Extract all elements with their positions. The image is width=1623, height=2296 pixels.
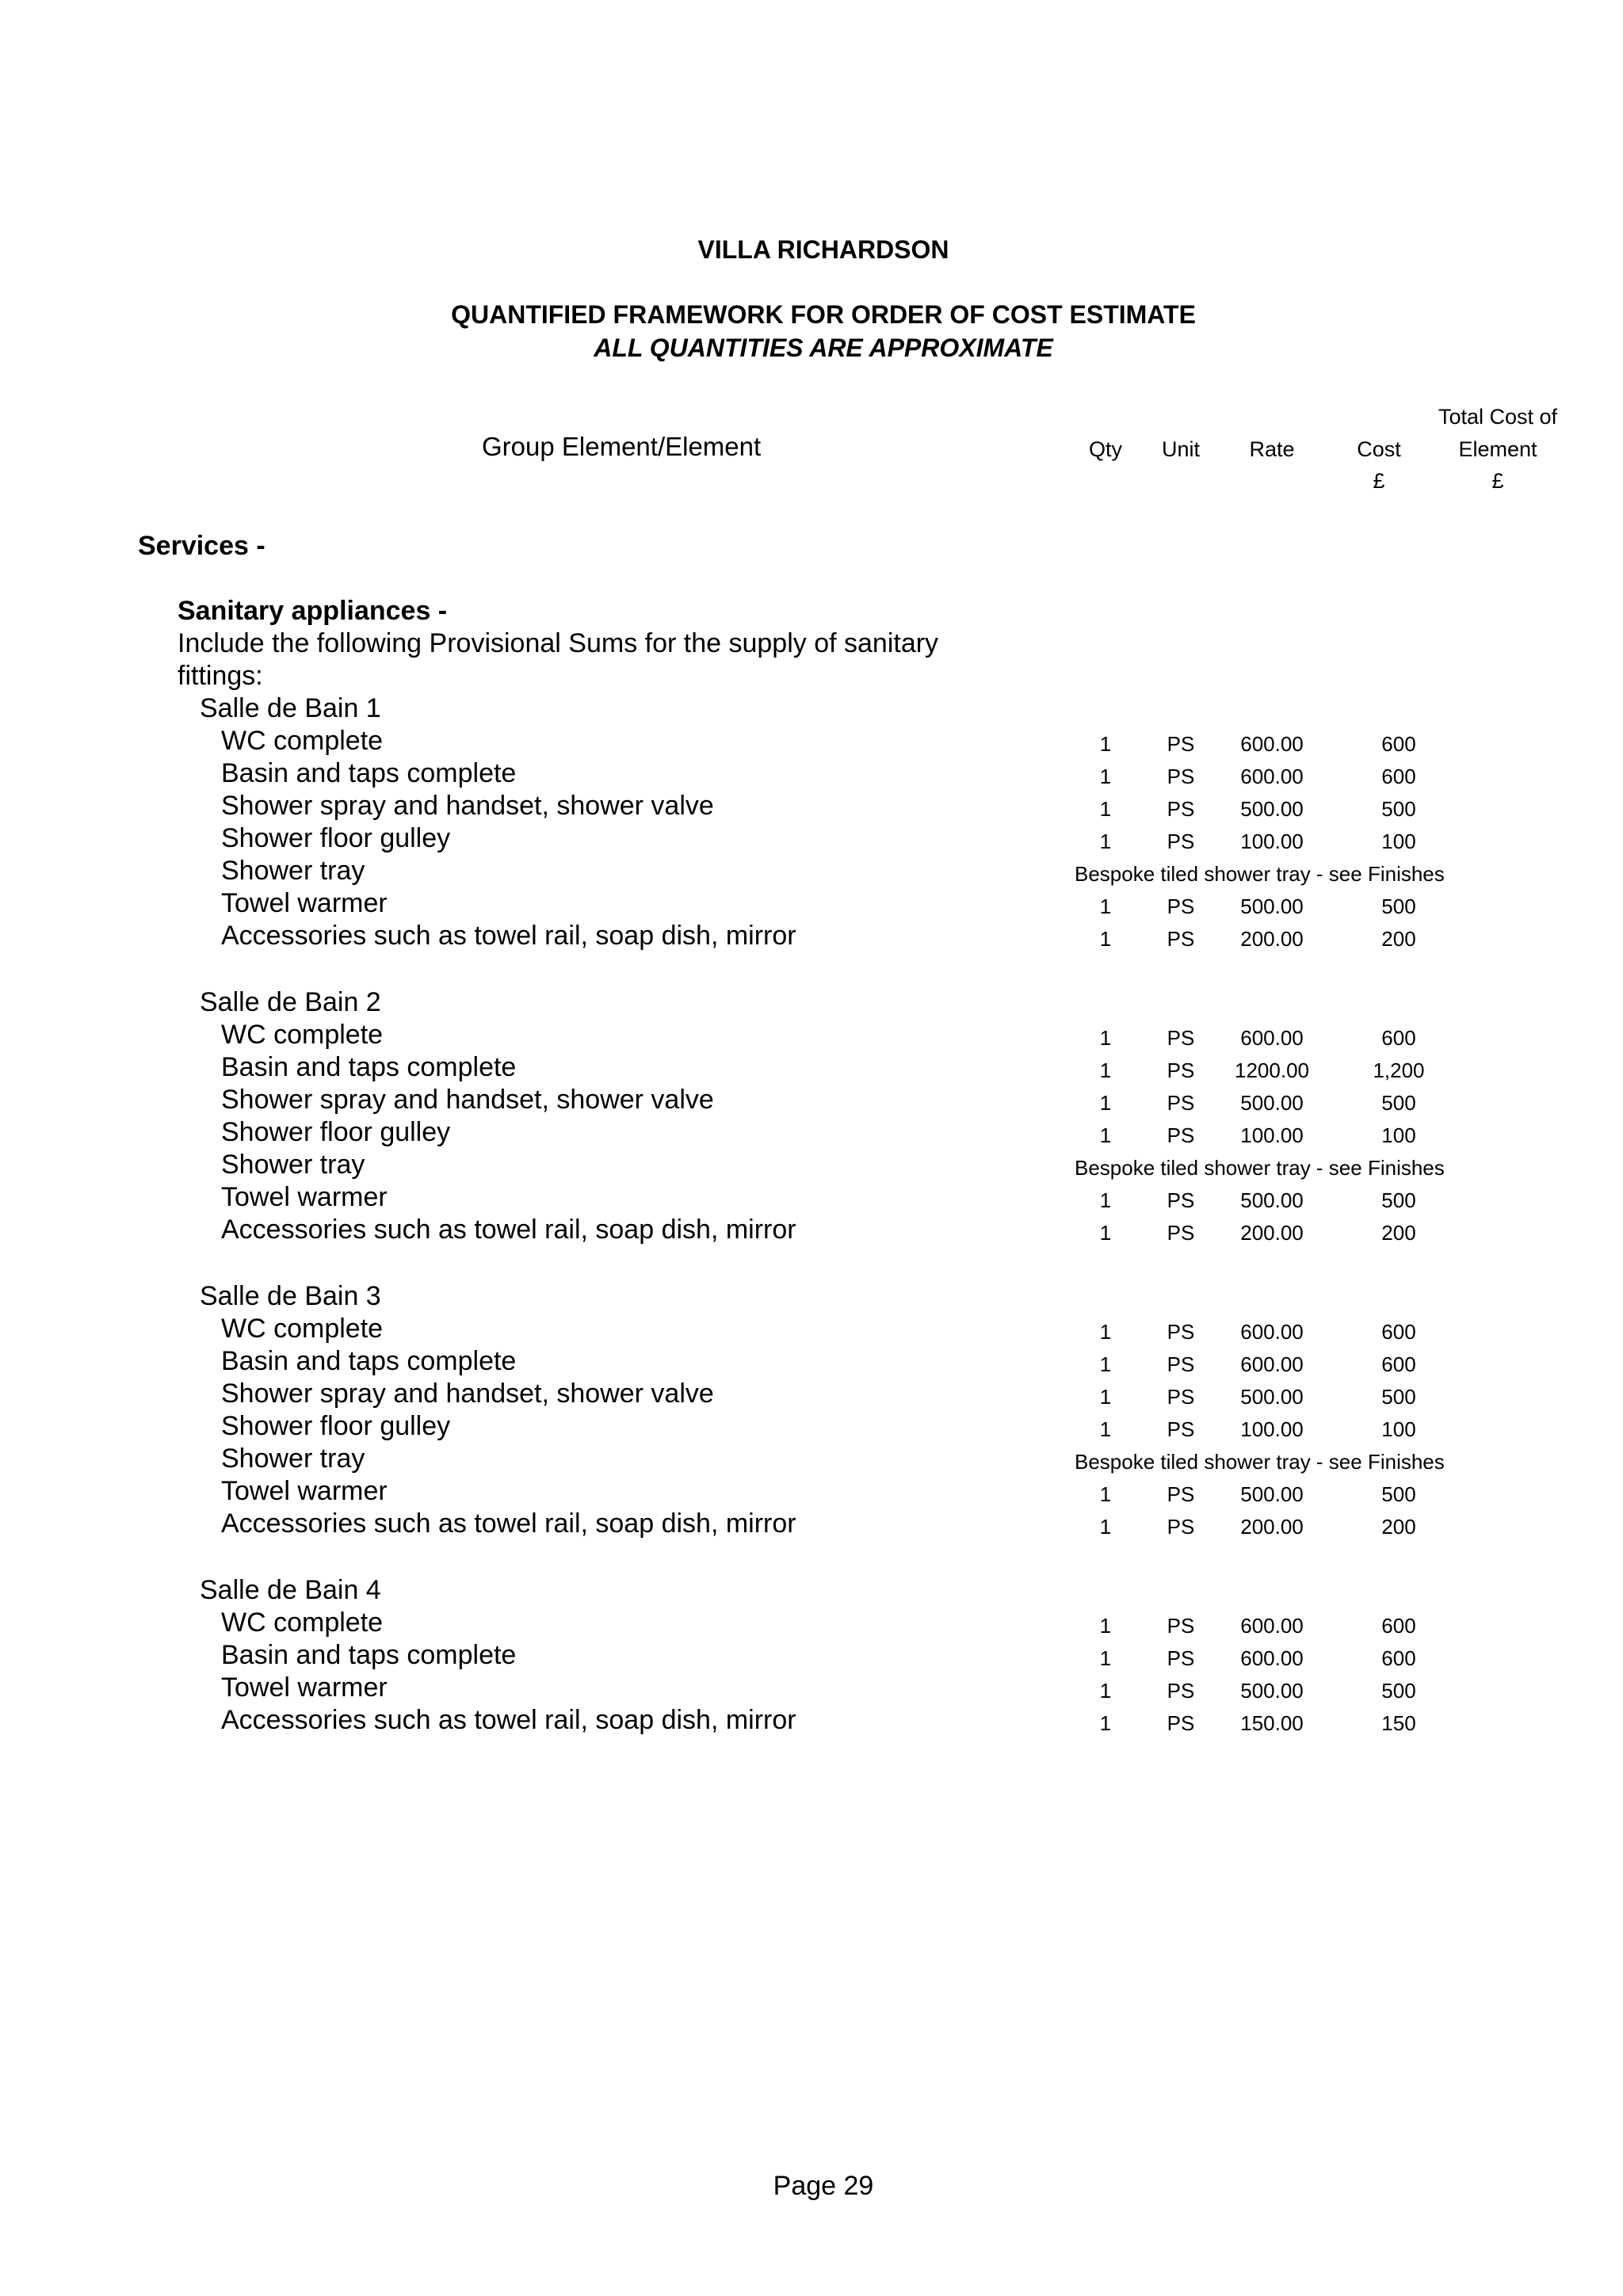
item-description: Towel warmer [221,1672,388,1703]
column-header-total-line2: Element [1458,437,1537,461]
item-description: Shower tray [221,856,365,886]
item-qty: 1 [1099,1352,1112,1376]
item-rate: 500.00 [1240,1482,1304,1506]
item-qty: 1 [1099,1385,1112,1409]
item-description: Basin and taps complete [221,1052,517,1082]
item-unit: PS [1167,1711,1195,1735]
item-unit: PS [1167,1614,1195,1638]
intro-text-line2: fittings: [178,661,263,691]
item-description: Accessories such as towel rail, soap dish, mirror [221,1215,796,1245]
column-header-cost: Cost [1357,437,1401,461]
item-rate: 100.00 [1240,830,1304,853]
item-cost: 1,200 [1373,1058,1425,1082]
item-cost: 600 [1381,732,1416,756]
item-rate: 600.00 [1240,1352,1304,1376]
item-description: Shower floor gulley [221,823,451,853]
item-unit: PS [1167,1221,1195,1245]
item-qty: 1 [1099,1058,1112,1082]
item-unit: PS [1167,830,1195,853]
item-unit: PS [1167,1515,1195,1539]
item-qty: 1 [1099,1482,1112,1506]
item-unit: PS [1167,927,1195,951]
item-qty: 1 [1099,927,1112,951]
item-qty: 1 [1099,1123,1112,1147]
item-rate: 500.00 [1240,1091,1304,1115]
item-unit: PS [1167,1646,1195,1670]
item-qty: 1 [1099,1711,1112,1735]
item-description: WC complete [221,1314,384,1344]
item-qty: 1 [1099,1026,1112,1050]
item-rate: 500.00 [1240,1188,1304,1212]
item-rate: 150.00 [1240,1711,1304,1735]
item-cost: 200 [1381,1515,1416,1539]
item-rate: 600.00 [1240,1646,1304,1670]
item-qty: 1 [1099,1614,1112,1638]
item-qty: 1 [1099,765,1112,788]
item-cost: 200 [1381,927,1416,951]
item-rate: 600.00 [1240,765,1304,788]
item-description: Basin and taps complete [221,1640,517,1670]
item-cost: 100 [1381,830,1416,853]
item-description: Shower tray [221,1444,365,1474]
item-rate: 600.00 [1240,1614,1304,1638]
item-cost: 500 [1381,1091,1416,1115]
column-header-cost-currency: £ [1373,469,1385,493]
document-title: VILLA RICHARDSON [697,235,949,264]
column-header-element: Group Element/Element [482,432,762,461]
item-rate: 200.00 [1240,1221,1304,1245]
item-cost: 500 [1381,1679,1416,1703]
item-unit: PS [1167,1385,1195,1409]
item-note: Bespoke tiled shower tray - see Finishes [1075,1156,1445,1180]
item-cost: 500 [1381,1188,1416,1212]
group-heading: Salle de Bain 3 [200,1281,381,1311]
document-subtitle: QUANTIFIED FRAMEWORK FOR ORDER OF COST ESTIMATE [451,300,1196,329]
item-qty: 1 [1099,1417,1112,1441]
item-description: WC complete [221,1020,384,1050]
item-description: Shower spray and handset, shower valve [221,1085,714,1115]
item-note: Bespoke tiled shower tray - see Finishes [1075,862,1445,886]
item-description: Shower tray [221,1150,365,1180]
item-description: Towel warmer [221,888,388,918]
item-cost: 600 [1381,765,1416,788]
item-qty: 1 [1099,1091,1112,1115]
item-rate: 100.00 [1240,1417,1304,1441]
item-cost: 100 [1381,1417,1416,1441]
item-rate: 500.00 [1240,1385,1304,1409]
document-subtitle-note: ALL QUANTITIES ARE APPROXIMATE [594,334,1053,362]
item-cost: 600 [1381,1614,1416,1638]
item-cost: 500 [1381,1482,1416,1506]
item-rate: 500.00 [1240,1679,1304,1703]
item-cost: 600 [1381,1646,1416,1670]
item-unit: PS [1167,1679,1195,1703]
item-description: Shower floor gulley [221,1117,451,1147]
item-description: Basin and taps complete [221,758,517,788]
item-unit: PS [1167,1123,1195,1147]
item-unit: PS [1167,1188,1195,1212]
page-number: Page 29 [773,2171,874,2201]
item-rate: 100.00 [1240,1123,1304,1147]
item-cost: 200 [1381,1221,1416,1245]
item-qty: 1 [1099,830,1112,853]
item-description: Shower spray and handset, shower valve [221,791,714,821]
item-description: WC complete [221,726,384,756]
item-rate: 200.00 [1240,927,1304,951]
item-description: Basin and taps complete [221,1346,517,1376]
item-unit: PS [1167,1091,1195,1115]
item-unit: PS [1167,732,1195,756]
item-rate: 500.00 [1240,797,1304,821]
item-unit: PS [1167,1417,1195,1441]
item-qty: 1 [1099,1221,1112,1245]
item-rate: 200.00 [1240,1515,1304,1539]
intro-text-line1: Include the following Provisional Sums for the supply of sanitary [178,628,939,658]
item-description: Shower spray and handset, shower valve [221,1379,714,1409]
item-note: Bespoke tiled shower tray - see Finishes [1075,1450,1445,1474]
item-qty: 1 [1099,797,1112,821]
item-rate: 500.00 [1240,894,1304,918]
column-header-total-currency: £ [1491,469,1504,493]
item-qty: 1 [1099,894,1112,918]
item-cost: 150 [1381,1711,1416,1735]
item-description: Towel warmer [221,1182,388,1212]
item-cost: 600 [1381,1352,1416,1376]
item-rate: 600.00 [1240,732,1304,756]
group-heading: Salle de Bain 2 [200,987,381,1017]
subsection-heading: Sanitary appliances - [178,596,448,626]
item-unit: PS [1167,1320,1195,1344]
section-heading: Services - [138,531,265,561]
group-heading: Salle de Bain 4 [200,1575,381,1605]
item-unit: PS [1167,765,1195,788]
item-unit: PS [1167,1482,1195,1506]
group-heading: Salle de Bain 1 [200,693,381,723]
item-qty: 1 [1099,732,1112,756]
item-cost: 500 [1381,1385,1416,1409]
item-description: Shower floor gulley [221,1411,451,1441]
item-cost: 500 [1381,797,1416,821]
item-cost: 100 [1381,1123,1416,1147]
item-unit: PS [1167,797,1195,821]
column-header-rate: Rate [1249,437,1295,461]
item-cost: 500 [1381,894,1416,918]
item-qty: 1 [1099,1679,1112,1703]
item-qty: 1 [1099,1646,1112,1670]
item-description: Accessories such as towel rail, soap dish, mirror [221,921,796,951]
item-rate: 600.00 [1240,1026,1304,1050]
item-unit: PS [1167,1026,1195,1050]
item-cost: 600 [1381,1320,1416,1344]
item-qty: 1 [1099,1320,1112,1344]
column-header-unit: Unit [1161,437,1200,461]
item-cost: 600 [1381,1026,1416,1050]
item-unit: PS [1167,1058,1195,1082]
item-description: WC complete [221,1608,384,1638]
column-header-qty: Qty [1088,437,1122,461]
item-description: Accessories such as towel rail, soap dish, mirror [221,1508,796,1539]
item-rate: 1200.00 [1235,1058,1309,1082]
item-qty: 1 [1099,1515,1112,1539]
item-description: Towel warmer [221,1476,388,1506]
item-unit: PS [1167,894,1195,918]
item-description: Accessories such as towel rail, soap dish, mirror [221,1705,796,1735]
item-unit: PS [1167,1352,1195,1376]
item-rate: 600.00 [1240,1320,1304,1344]
column-header-total-line1: Total Cost of [1438,405,1558,429]
item-qty: 1 [1099,1188,1112,1212]
